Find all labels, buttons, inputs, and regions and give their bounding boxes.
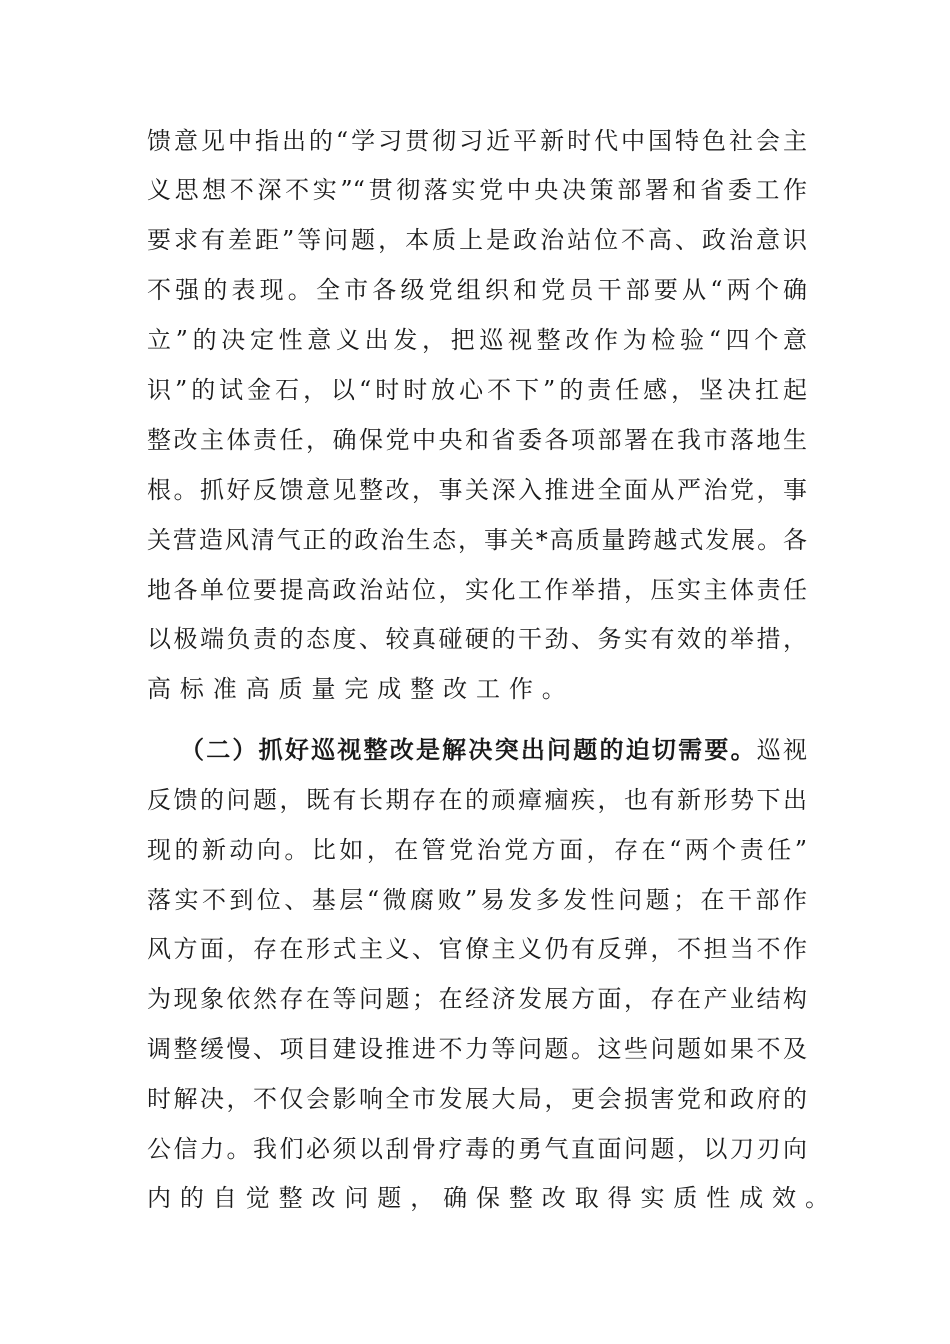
text-line: 以极端负责的态度、较真碰硬的干劲、务实有效的举措，: [147, 625, 807, 653]
text-line: 调整缓慢、项目建设推进不力等问题。这些问题如果不及: [147, 1035, 807, 1063]
text-line: 不强的表现。全市各级党组织和党员干部要从“两个确: [147, 276, 807, 304]
section-heading: （二）抓好巡视整改是解决突出问题的迫切需要。: [180, 735, 757, 764]
text-line: 为现象依然存在等问题；在经济发展方面，存在产业结构: [147, 985, 807, 1013]
text-line: 内的自觉整改问题，确保整改取得实质性成效。: [147, 1184, 838, 1212]
text-line: 反馈的问题，既有长期存在的顽瘴痼疾，也有新形势下出: [147, 786, 807, 814]
text-line: 要求有差距”等问题，本质上是政治站位不高、政治意识: [147, 226, 807, 254]
text-line: 地各单位要提高政治站位，实化工作举措，压实主体责任: [147, 576, 807, 604]
text-line: 落实不到位、基层“微腐败”易发多发性问题；在干部作: [147, 886, 807, 914]
text-line: 公信力。我们必须以刮骨疗毒的勇气直面问题，以刀刃向: [147, 1135, 807, 1163]
text-line: 风方面，存在形式主义、官僚主义仍有反弹，不担当不作: [147, 935, 807, 963]
text-span: 巡视: [756, 736, 807, 764]
text-line: 高标准高质量完成整改工作。: [147, 675, 575, 703]
text-line: 义思想不深不实”“贯彻落实党中央决策部署和省委工作: [147, 176, 807, 204]
text-line: 立”的决定性意义出发，把巡视整改作为检验“四个意: [147, 326, 807, 354]
section-heading-line: [180, 733, 807, 767]
text-line: 关营造风清气正的政治生态，事关*高质量跨越式发展。各: [147, 526, 807, 554]
text-line: 时解决，不仅会影响全市发展大局，更会损害党和政府的: [147, 1085, 807, 1113]
text-line: 整改主体责任，确保党中央和省委各项部署在我市落地生: [147, 426, 807, 454]
text-line: 馈意见中指出的“学习贯彻习近平新时代中国特色社会主: [147, 127, 807, 155]
text-line: 现的新动向。比如，在管党治党方面，存在“两个责任”: [147, 836, 807, 864]
text-line: 根。抓好反馈意见整改，事关深入推进全面从严治党，事: [147, 476, 807, 504]
text-line: 识”的试金石，以“时时放心不下”的责任感，坚决扛起: [147, 376, 807, 404]
